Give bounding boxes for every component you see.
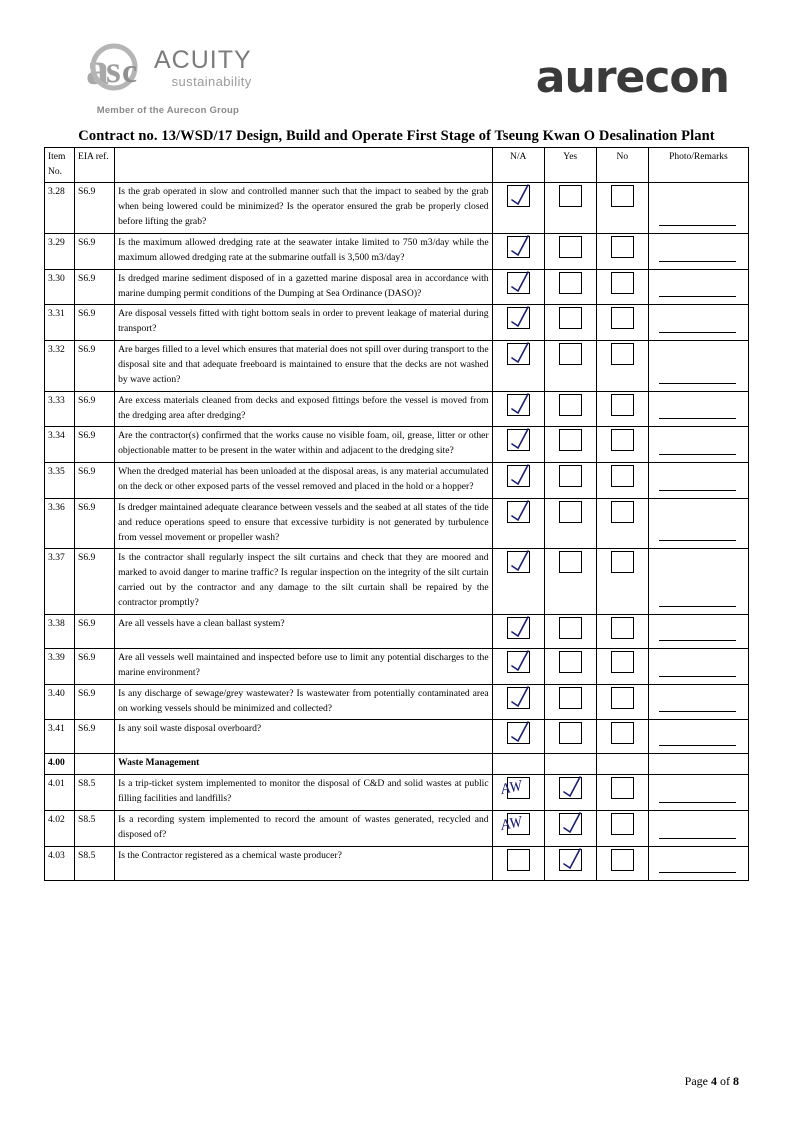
- cell-remarks[interactable]: [648, 684, 748, 720]
- cell-checkbox-na[interactable]: [492, 269, 544, 305]
- checkbox-no[interactable]: [611, 687, 634, 709]
- acuity-brand: ACUITY: [154, 46, 252, 74]
- checkbox-no[interactable]: [611, 813, 634, 835]
- cell-question: Is a recording system implemented to record the amount of wastes generated, recycled and disposed of?: [115, 810, 493, 846]
- checkbox-na[interactable]: [507, 343, 530, 365]
- page-header: [44, 34, 749, 126]
- checkbox-no[interactable]: [611, 307, 634, 329]
- cell-question: Are the contractor(s) confirmed that the works cause no visible foam, oil, grease, litter or other objectionable matter to be present in the water within and adjacent to the dredging site?: [115, 427, 493, 463]
- cell-checkbox-no[interactable]: [596, 614, 648, 648]
- cell-item-no: 3.29: [45, 234, 75, 270]
- remarks-writing-line: [659, 418, 736, 419]
- header-remarks: Photo/Remarks: [648, 148, 748, 183]
- cell-question: Is the grab operated in slow and controlled manner such that the impact to seabed by the grab when being lowered could be minimized? Is the operator ensured the grab be properly closed before lifting the grab?: [115, 183, 493, 234]
- cell-question: Are excess materials cleaned from decks and exposed fittings before the vessel is moved from the dredging area after dredging?: [115, 391, 493, 427]
- cell-question: Is a trip-ticket system implemented to monitor the disposal of C&D and solid wastes at public filling facilities and landfills?: [115, 775, 493, 811]
- table-row: [45, 269, 749, 305]
- cell-remarks[interactable]: [648, 391, 748, 427]
- cell-eia-ref: S6.9: [75, 269, 115, 305]
- cell-checkbox-na[interactable]: [492, 720, 544, 754]
- cell-eia-ref: S6.9: [75, 341, 115, 392]
- cell-checkbox-yes[interactable]: [544, 183, 596, 234]
- checkbox-na[interactable]: [507, 394, 530, 416]
- handwritten-initials: AW: [499, 813, 524, 834]
- svg-text:c: c: [122, 53, 138, 90]
- table-section-row: [45, 754, 749, 775]
- cell-question: Are all vessels well maintained and inspected before use to limit any potential discharges to the marine environment?: [115, 648, 493, 684]
- table-row: [45, 846, 749, 880]
- table-row: [45, 684, 749, 720]
- cell-checkbox-na[interactable]: [492, 305, 544, 341]
- cell-question: Waste Management: [115, 754, 493, 775]
- cell-eia-ref: S8.5: [75, 810, 115, 846]
- cell-checkbox-yes[interactable]: [544, 846, 596, 880]
- checkbox-na[interactable]: [507, 551, 530, 573]
- remarks-writing-line: [659, 490, 736, 491]
- cell-eia-ref: S6.9: [75, 427, 115, 463]
- cell-item-no: 3.35: [45, 463, 75, 499]
- cell-eia-ref: S6.9: [75, 549, 115, 614]
- cell-question: Are all vessels have a clean ballast system?: [115, 614, 493, 648]
- svg-text:s: s: [106, 49, 121, 91]
- checkbox-na[interactable]: [507, 307, 530, 329]
- checkbox-na[interactable]: [507, 272, 530, 294]
- asc-monogram-icon: [84, 40, 146, 96]
- cell-checkbox-no[interactable]: [596, 754, 648, 775]
- checkbox-yes[interactable]: [559, 465, 582, 487]
- cell-eia-ref: S6.9: [75, 614, 115, 648]
- cell-eia-ref: S6.9: [75, 684, 115, 720]
- cell-eia-ref: [75, 754, 115, 775]
- cell-checkbox-na[interactable]: [492, 341, 544, 392]
- checkbox-no[interactable]: [611, 429, 634, 451]
- cell-eia-ref: S6.9: [75, 391, 115, 427]
- checkbox-no[interactable]: [611, 501, 634, 523]
- header-yes: Yes: [544, 148, 596, 183]
- remarks-writing-line: [659, 711, 736, 712]
- table-row: [45, 498, 749, 549]
- checkbox-na[interactable]: [507, 501, 530, 523]
- remarks-writing-line: [659, 454, 736, 455]
- cell-item-no: 3.40: [45, 684, 75, 720]
- checkbox-yes[interactable]: [559, 651, 582, 673]
- cell-item-no: 4.02: [45, 810, 75, 846]
- checkbox-na[interactable]: [507, 687, 530, 709]
- cell-remarks[interactable]: [648, 341, 748, 392]
- table-row: [45, 775, 749, 811]
- checkbox-no[interactable]: [611, 185, 634, 207]
- checkbox-no[interactable]: [611, 465, 634, 487]
- remarks-writing-line: [659, 383, 736, 384]
- checkbox-yes[interactable]: [559, 236, 582, 258]
- checkbox-na[interactable]: [507, 185, 530, 207]
- cell-item-no: 4.03: [45, 846, 75, 880]
- cell-remarks[interactable]: [648, 775, 748, 811]
- cell-remarks[interactable]: [648, 720, 748, 754]
- cell-eia-ref: S6.9: [75, 498, 115, 549]
- checkbox-yes[interactable]: [559, 394, 582, 416]
- cell-checkbox-yes[interactable]: [544, 498, 596, 549]
- table-row: [45, 305, 749, 341]
- cell-checkbox-yes[interactable]: [544, 684, 596, 720]
- cell-question: Are disposal vessels fitted with tight bottom seals in order to prevent leakage of material during transport?: [115, 305, 493, 341]
- checkbox-yes[interactable]: [559, 849, 582, 871]
- cell-item-no: 3.32: [45, 341, 75, 392]
- cell-checkbox-no[interactable]: [596, 720, 648, 754]
- cell-checkbox-no[interactable]: [596, 183, 648, 234]
- acuity-logo: [84, 40, 252, 116]
- cell-remarks[interactable]: [648, 846, 748, 880]
- cell-checkbox-no[interactable]: [596, 498, 648, 549]
- cell-eia-ref: S6.9: [75, 305, 115, 341]
- remarks-writing-line: [659, 676, 736, 677]
- checkbox-yes[interactable]: [559, 185, 582, 207]
- checkbox-na[interactable]: [507, 236, 530, 258]
- cell-item-no: 3.34: [45, 427, 75, 463]
- cell-checkbox-no[interactable]: [596, 463, 648, 499]
- cell-checkbox-no[interactable]: [596, 846, 648, 880]
- cell-checkbox-yes[interactable]: [544, 391, 596, 427]
- cell-checkbox-no[interactable]: [596, 549, 648, 614]
- cell-item-no: 3.33: [45, 391, 75, 427]
- checkbox-na[interactable]: [507, 722, 530, 744]
- aurecon-wordmark: aurecon: [535, 52, 729, 103]
- aurecon-logo: [535, 52, 729, 103]
- cell-remarks[interactable]: [648, 427, 748, 463]
- cell-question: Is the contractor shall regularly inspect the silt curtains and check that they are moored and marked to avoid danger to marine traffic? Is regular inspection on the integrity of the silt curtain carried out by the contractor and any damage to the silt curtain shall be repaired by the contractor promptly?: [115, 549, 493, 614]
- cell-checkbox-yes[interactable]: [544, 341, 596, 392]
- table-row: [45, 549, 749, 614]
- cell-checkbox-no[interactable]: [596, 775, 648, 811]
- cell-checkbox-yes[interactable]: [544, 269, 596, 305]
- cell-eia-ref: S6.9: [75, 648, 115, 684]
- table-row: [45, 234, 749, 270]
- cell-checkbox-yes[interactable]: [544, 614, 596, 648]
- cell-question: Are barges filled to a level which ensures that material does not spill over during transport to the disposal site and that adequate freeboard is maintained to ensure that the decks are not washed by wave action?: [115, 341, 493, 392]
- cell-checkbox-no[interactable]: [596, 305, 648, 341]
- remarks-writing-line: [659, 332, 736, 333]
- cell-checkbox-na[interactable]: [492, 648, 544, 684]
- checklist-table: [44, 147, 749, 881]
- cell-question: Is any discharge of sewage/grey wastewater? Is wastewater from potentially contaminated area on working vessels should be minimized and collected?: [115, 684, 493, 720]
- checkbox-yes[interactable]: [559, 429, 582, 451]
- acuity-brand-sub: sustainability: [171, 74, 252, 89]
- cell-item-no: 3.37: [45, 549, 75, 614]
- table-row: [45, 614, 749, 648]
- cell-checkbox-na[interactable]: [492, 498, 544, 549]
- table-row: [45, 810, 749, 846]
- cell-eia-ref: S8.5: [75, 846, 115, 880]
- page-footer: Page 4 of 8: [684, 1074, 739, 1088]
- checkbox-yes[interactable]: [559, 687, 582, 709]
- remarks-writing-line: [659, 261, 736, 262]
- remarks-writing-line: [659, 802, 736, 803]
- cell-checkbox-yes[interactable]: [544, 775, 596, 811]
- cell-checkbox-na[interactable]: [492, 427, 544, 463]
- cell-item-no: 3.28: [45, 183, 75, 234]
- checkbox-na[interactable]: [507, 651, 530, 673]
- table-row: [45, 463, 749, 499]
- header-question: [115, 148, 493, 183]
- cell-eia-ref: S6.9: [75, 720, 115, 754]
- member-of-group-text: Member of the Aurecon Group: [96, 105, 239, 116]
- checkbox-yes[interactable]: [559, 343, 582, 365]
- cell-question: Is the maximum allowed dredging rate at the seawater intake limited to 750 m3/day while the maximum allowed dredging rate at the submarine outfall is 3,500 m3/day?: [115, 234, 493, 270]
- checkbox-yes[interactable]: [559, 307, 582, 329]
- cell-eia-ref: S6.9: [75, 234, 115, 270]
- cell-remarks[interactable]: [648, 498, 748, 549]
- cell-eia-ref: S8.5: [75, 775, 115, 811]
- cell-remarks[interactable]: [648, 754, 748, 775]
- header-eia: EIA ref.: [75, 148, 115, 183]
- cell-checkbox-na[interactable]: [492, 846, 544, 880]
- checkbox-yes[interactable]: [559, 551, 582, 573]
- checkbox-na[interactable]: [507, 617, 530, 639]
- remarks-writing-line: [659, 606, 736, 607]
- remarks-writing-line: [659, 745, 736, 746]
- cell-item-no: 3.41: [45, 720, 75, 754]
- page-number-total: 8: [733, 1074, 739, 1088]
- table-row: [45, 720, 749, 754]
- checkbox-na[interactable]: [507, 465, 530, 487]
- cell-remarks[interactable]: [648, 463, 748, 499]
- checkbox-no[interactable]: [611, 777, 634, 799]
- table-row: [45, 391, 749, 427]
- cell-checkbox-yes[interactable]: [544, 305, 596, 341]
- remarks-writing-line: [659, 225, 736, 226]
- cell-checkbox-na[interactable]: [492, 754, 544, 775]
- page-number-current: 4: [711, 1074, 717, 1088]
- cell-checkbox-no[interactable]: [596, 810, 648, 846]
- table-row: [45, 183, 749, 234]
- checkbox-no[interactable]: [611, 272, 634, 294]
- checkbox-na[interactable]: [507, 429, 530, 451]
- cell-eia-ref: S6.9: [75, 183, 115, 234]
- checkbox-no[interactable]: [611, 551, 634, 573]
- checkbox-yes[interactable]: [559, 722, 582, 744]
- cell-checkbox-na[interactable]: [492, 810, 544, 846]
- cell-checkbox-na[interactable]: [492, 775, 544, 811]
- header-no: No: [596, 148, 648, 183]
- cell-checkbox-yes[interactable]: [544, 463, 596, 499]
- cell-checkbox-na[interactable]: [492, 391, 544, 427]
- checkbox-no[interactable]: [611, 849, 634, 871]
- checkbox-no[interactable]: [611, 394, 634, 416]
- cell-checkbox-na[interactable]: [492, 614, 544, 648]
- remarks-writing-line: [659, 540, 736, 541]
- cell-checkbox-yes[interactable]: [544, 427, 596, 463]
- cell-checkbox-na[interactable]: [492, 549, 544, 614]
- header-item: Item No.: [45, 148, 75, 183]
- cell-question: Is the Contractor registered as a chemical waste producer?: [115, 846, 493, 880]
- cell-remarks[interactable]: [648, 305, 748, 341]
- table-row: [45, 341, 749, 392]
- cell-checkbox-yes[interactable]: [544, 720, 596, 754]
- cell-item-no: 3.30: [45, 269, 75, 305]
- checkbox-yes[interactable]: [559, 501, 582, 523]
- cell-checkbox-no[interactable]: [596, 391, 648, 427]
- cell-remarks[interactable]: [648, 183, 748, 234]
- cell-remarks[interactable]: [648, 269, 748, 305]
- cell-checkbox-yes[interactable]: [544, 810, 596, 846]
- cell-checkbox-no[interactable]: [596, 427, 648, 463]
- remarks-writing-line: [659, 872, 736, 873]
- checkbox-yes[interactable]: [559, 272, 582, 294]
- checkbox-yes[interactable]: [559, 813, 582, 835]
- table-row: [45, 427, 749, 463]
- cell-checkbox-na[interactable]: [492, 183, 544, 234]
- cell-checkbox-no[interactable]: [596, 234, 648, 270]
- cell-checkbox-yes[interactable]: [544, 234, 596, 270]
- checkbox-no[interactable]: [611, 651, 634, 673]
- cell-item-no: 4.01: [45, 775, 75, 811]
- cell-item-no: 3.39: [45, 648, 75, 684]
- cell-remarks[interactable]: [648, 648, 748, 684]
- header-na: N/A: [492, 148, 544, 183]
- checkbox-no[interactable]: [611, 236, 634, 258]
- table-header-row: [45, 148, 749, 183]
- handwritten-initials: AW: [499, 778, 524, 799]
- cell-checkbox-no[interactable]: [596, 269, 648, 305]
- cell-item-no: 3.38: [45, 614, 75, 648]
- cell-checkbox-yes[interactable]: [544, 648, 596, 684]
- cell-checkbox-no[interactable]: [596, 341, 648, 392]
- cell-remarks[interactable]: [648, 614, 748, 648]
- cell-question: Is dredged marine sediment disposed of in a gazetted marine disposal area in accordance with marine dumping permit conditions of the Dumping at Sea Ordinance (DASO)?: [115, 269, 493, 305]
- cell-remarks[interactable]: [648, 234, 748, 270]
- checkbox-no[interactable]: [611, 617, 634, 639]
- cell-checkbox-no[interactable]: [596, 648, 648, 684]
- checkbox-yes[interactable]: [559, 777, 582, 799]
- cell-checkbox-na[interactable]: [492, 234, 544, 270]
- page-title: Contract no. 13/WSD/17 Design, Build and Operate First Stage of Tseung Kwan O Desalination Plant: [78, 128, 715, 144]
- cell-question: Is any soil waste disposal overboard?: [115, 720, 493, 754]
- cell-checkbox-na[interactable]: [492, 463, 544, 499]
- checkbox-no[interactable]: [611, 722, 634, 744]
- cell-item-no: 3.31: [45, 305, 75, 341]
- cell-item-no: 3.36: [45, 498, 75, 549]
- cell-remarks[interactable]: [648, 549, 748, 614]
- cell-eia-ref: S6.9: [75, 463, 115, 499]
- cell-checkbox-yes[interactable]: [544, 549, 596, 614]
- cell-checkbox-na[interactable]: [492, 684, 544, 720]
- cell-remarks[interactable]: [648, 810, 748, 846]
- svg-text:a: a: [86, 43, 109, 94]
- remarks-writing-line: [659, 640, 736, 641]
- cell-question: Is dredger maintained adequate clearance between vessels and the seabed at all states of the tide and reduce operations speed to ensure that excessive turbidity is not generated by turbulence from vessel movement or propeller wash?: [115, 498, 493, 549]
- remarks-writing-line: [659, 838, 736, 839]
- cell-item-no: 4.00: [45, 754, 75, 775]
- cell-checkbox-yes[interactable]: [544, 754, 596, 775]
- checkbox-na[interactable]: [507, 849, 530, 871]
- checkbox-yes[interactable]: [559, 617, 582, 639]
- cell-checkbox-no[interactable]: [596, 684, 648, 720]
- cell-question: When the dredged material has been unloaded at the disposal areas, is any material accumulated on the deck or other exposed parts of the vessel removed and placed in the hold or a hopper?: [115, 463, 493, 499]
- table-row: [45, 648, 749, 684]
- remarks-writing-line: [659, 296, 736, 297]
- checkbox-no[interactable]: [611, 343, 634, 365]
